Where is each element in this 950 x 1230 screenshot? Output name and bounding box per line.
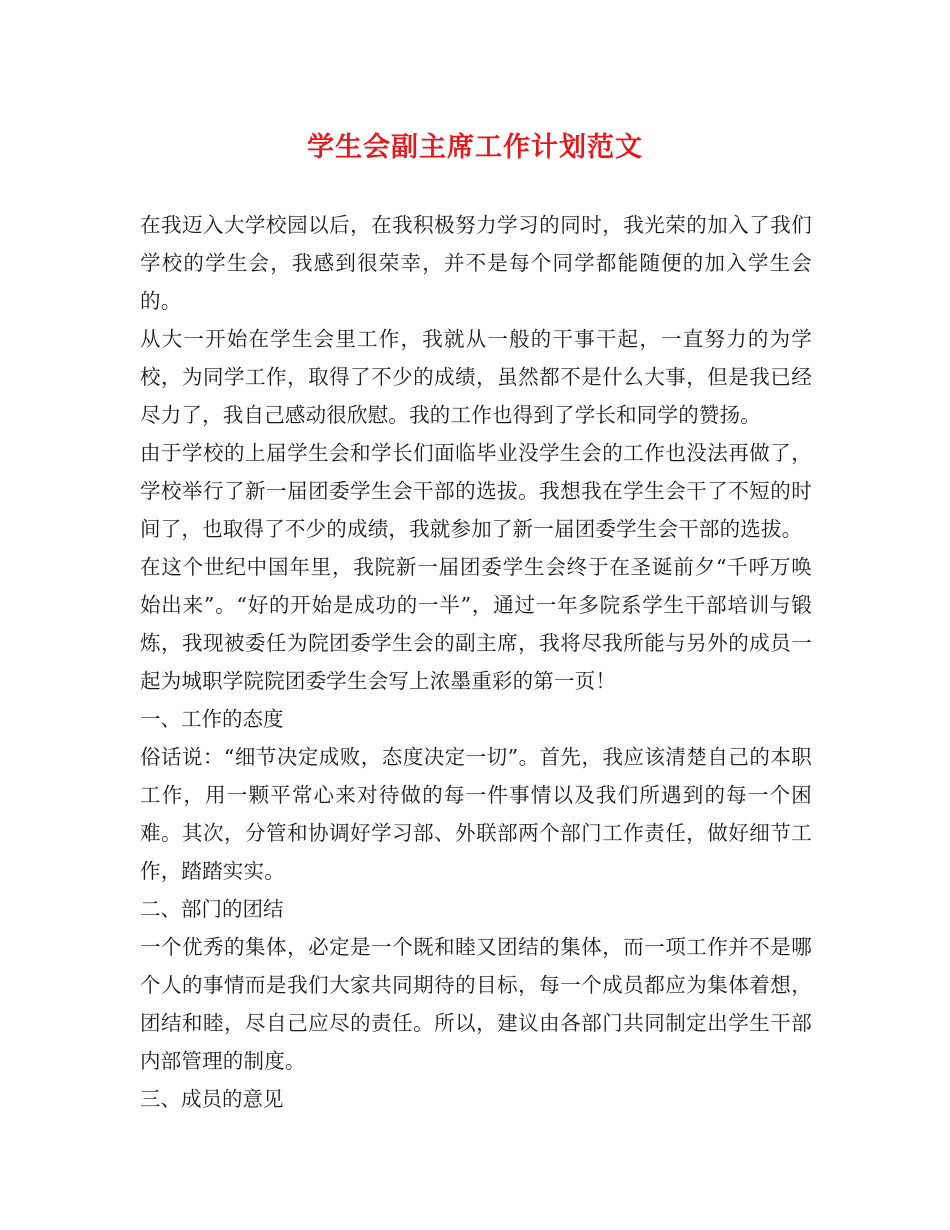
section-heading-member-opinions: 三、成员的意见: [140, 1087, 284, 1111]
paragraph-unity: 一个优秀的集体，必定是一个既和睦又团结的集体，而一项工作并不是哪个人的事情而是我们大家共同期待的目标，每一个成员都应为集体着想，团结和睦，尽自己应尽的责任。所以，建议由各部门共同制定出学生干部内部管理的制度。: [140, 935, 812, 1073]
paragraph-intro: 在我迈入大学校园以后，在我积极努力学习的同时，我光荣的加入了我们学校的学生会，我感到很荣幸，并不是每个同学都能随便的加入学生会的。: [140, 213, 812, 313]
document-body: [140, 206, 812, 1118]
section-heading-attitude: 一、工作的态度: [140, 707, 284, 731]
section-heading-unity: 二、部门的团结: [140, 897, 284, 921]
paragraph-election: 由于学校的上届学生会和学长们面临毕业没学生会的工作也没法再做了，学校举行了新一届团委学生会干部的选拔。我想我在学生会干了不短的时间了，也取得了不少的成绩，我就参加了新一届团委学生会干部的选拔。: [140, 441, 812, 541]
paragraph-appointment: 在这个世纪中国年里，我院新一届团委学生会终于在圣诞前夕“千呼万唤始出来”。“好的开始是成功的一半”，通过一年多院系学生干部培训与锻炼，我现被委任为院团委学生会的副主席，我将尽我所能与另外的成员一起为城职学院院团委学生会写上浓墨重彩的第一页！: [140, 555, 812, 693]
paragraph-work-experience: 从大一开始在学生会里工作，我就从一般的干事干起，一直努力的为学校，为同学工作，取得了不少的成绩，虽然都不是什么大事，但是我已经尽力了，我自己感动很欣慰。我的工作也得到了学长和同学的赞扬。: [140, 327, 812, 427]
document-title: 学生会副主席工作计划范文: [307, 132, 643, 163]
paragraph-attitude: 俗话说：“细节决定成败，态度决定一切”。首先，我应该清楚自己的本职工作，用一颗平常心来对待做的每一件事情以及我们所遇到的每一个困难。其次，分管和协调好学习部、外联部两个部门工作责任，做好细节工作，踏踏实实。: [140, 745, 812, 883]
